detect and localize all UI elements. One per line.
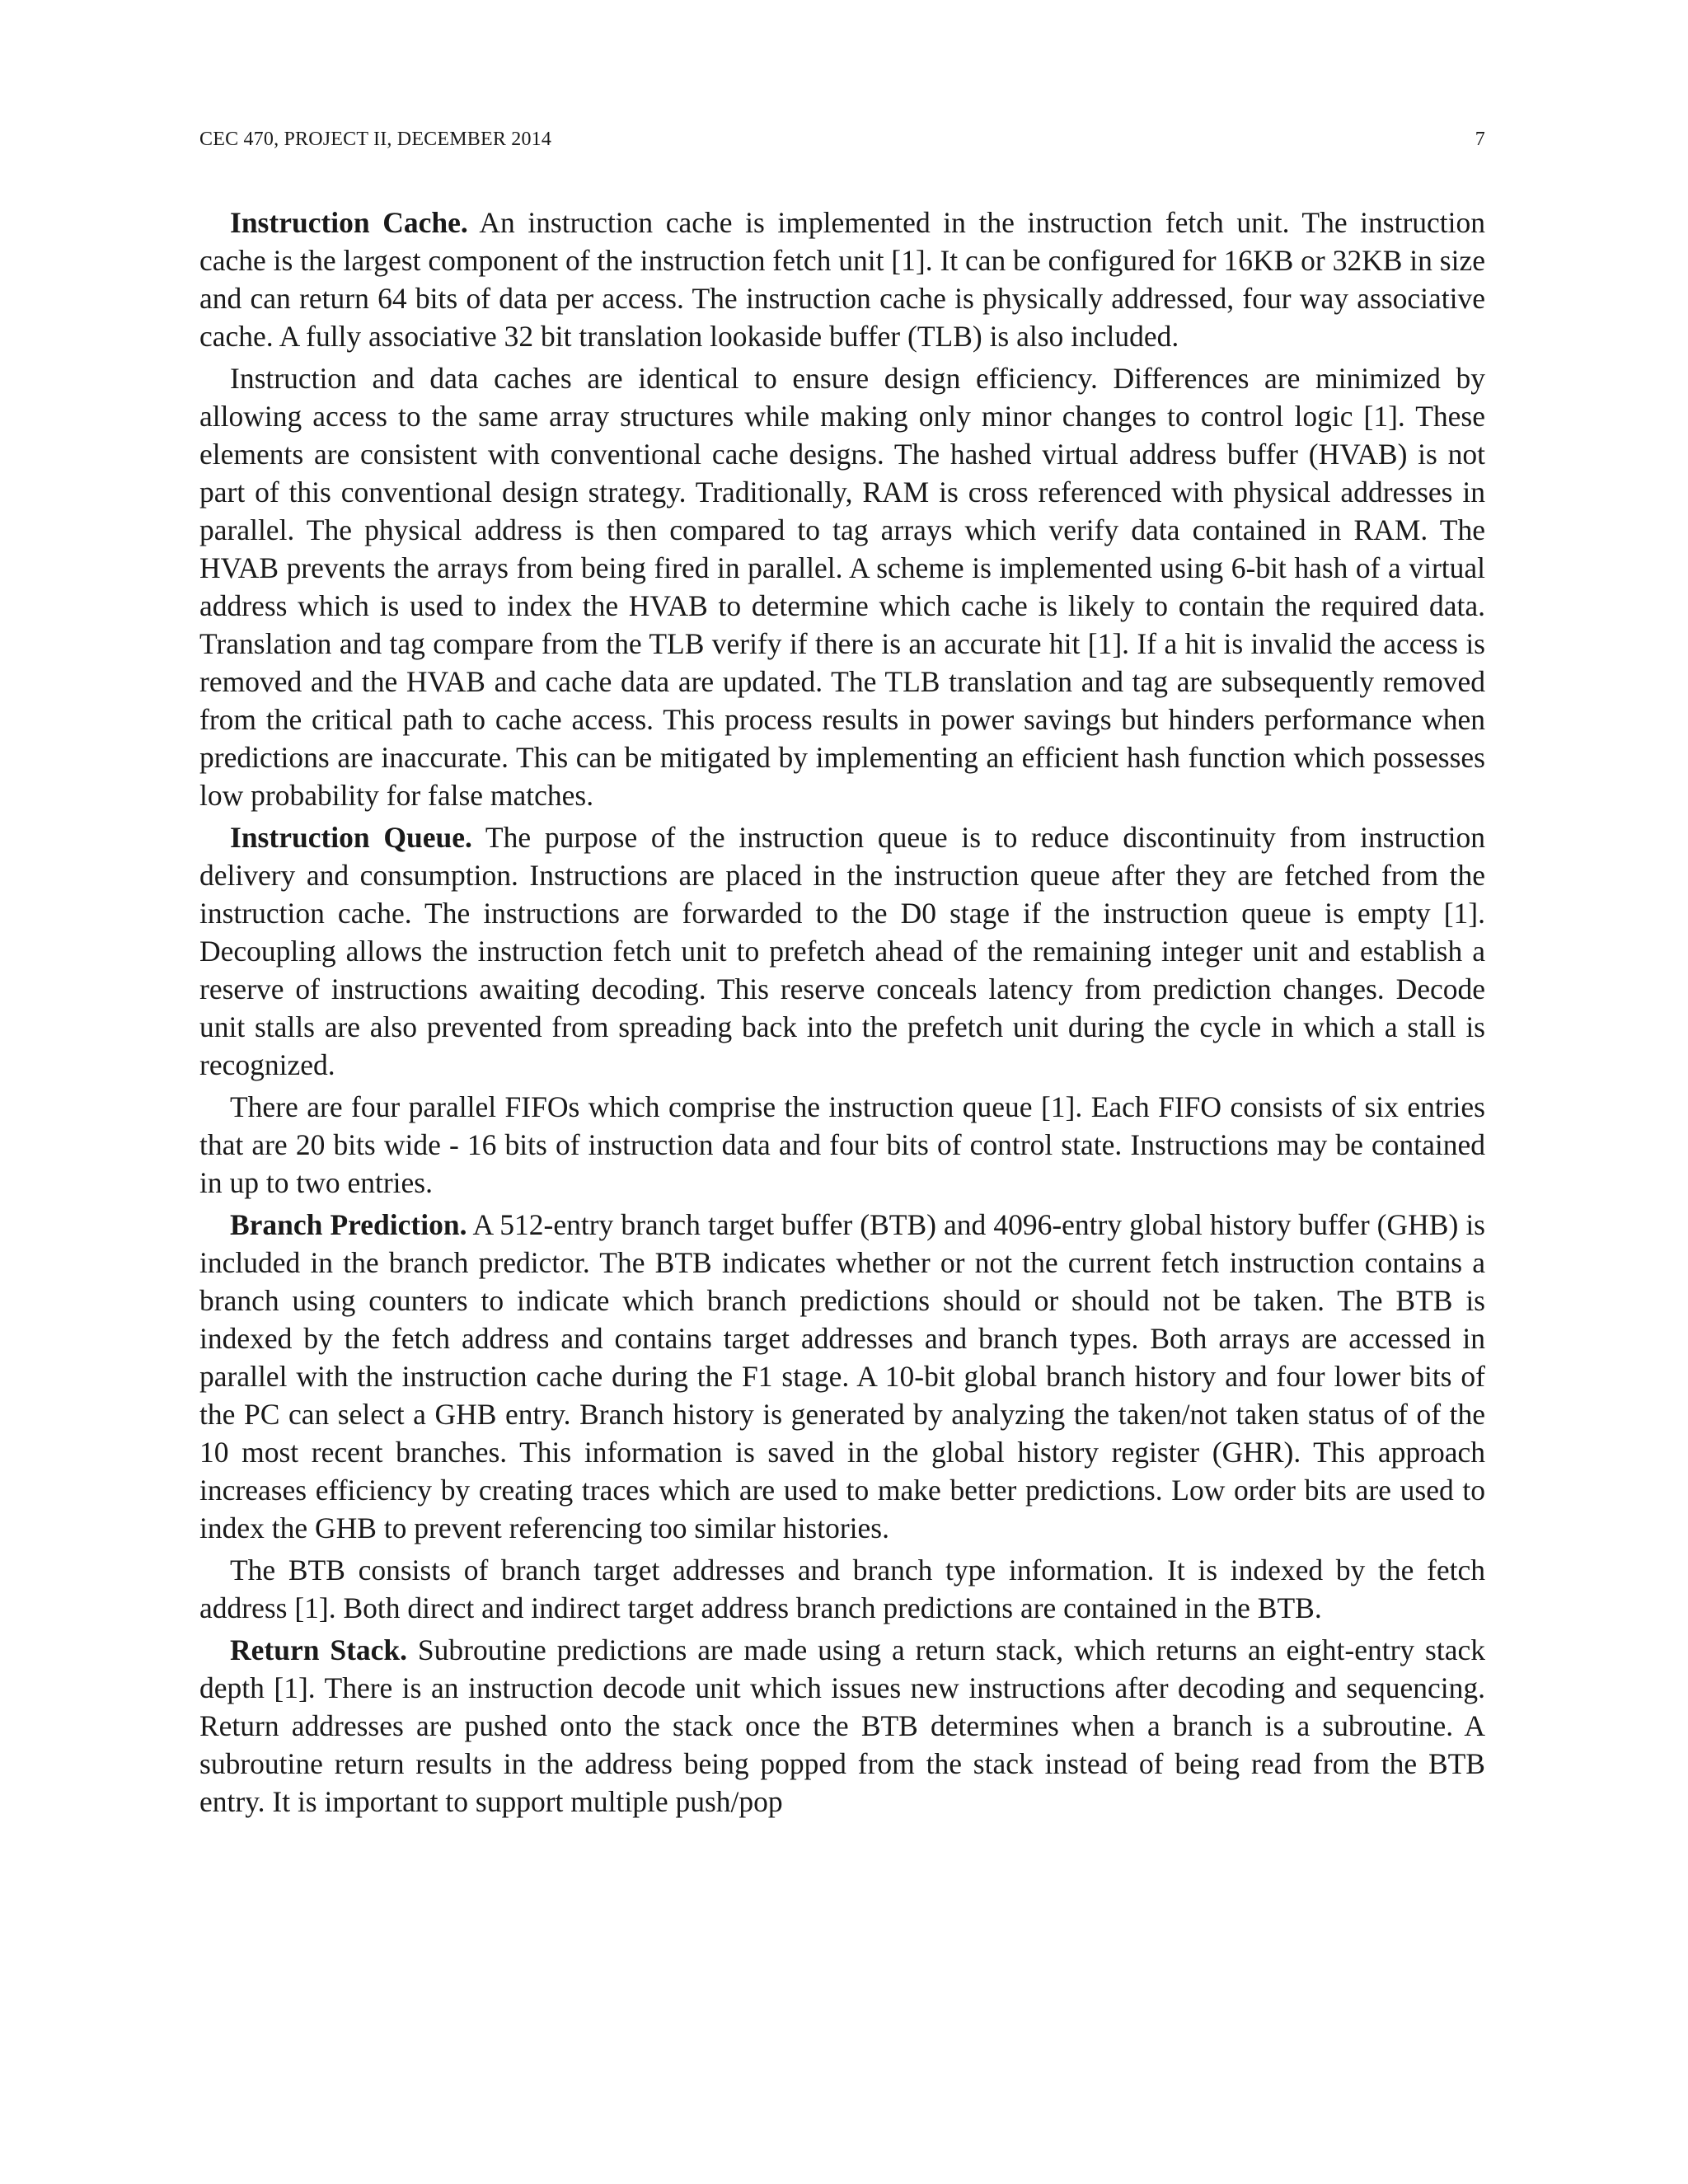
paragraph-text: The purpose of the instruction queue is to reduce discontinuity from instruction delivery and consumption. Instructions are placed in the instruction queue after they are fetched from the instruction cache. The instructions are forwarded to the D0 stage if the instruction queue is empty [1]. Decoupling allows the instruction fetch unit to prefetch ahead of the remaining integer unit and establish a reserve of instructions awaiting decoding. This reserve conceals latency from prediction changes. Decode unit stalls are also prevented from spreading back into the prefetch unit during the cycle in which a stall is recognized. [199, 821, 1486, 1081]
paragraph-text: Instruction and data caches are identical to ensure design efficiency. Differences are minimized by allowing access to the same array structures while making only minor changes to control logic [1]. These elements are consistent with conventional cache designs. The hashed virtual address buffer (HVAB) is not part of this conventional design strategy. Traditionally, RAM is cross referenced with physical addresses in parallel. The physical address is then compared to tag arrays which verify data contained in RAM. The HVAB prevents the arrays from being fired in parallel. A scheme is implemented using 6-bit hash of a virtual address which is used to index the HVAB to determine which cache is likely to contain the required data. Translation and tag compare from the TLB verify if there is an accurate hit [1]. If a hit is invalid the access is removed and the HVAB and cache data are updated. The TLB translation and tag are subsequently removed from the critical path to cache access. This process results in power savings but hinders performance when predictions are inaccurate. This can be mitigated by implementing an efficient hash function which possesses low probability for false matches. [199, 362, 1485, 812]
paragraph-text: Subroutine predictions are made using a return stack, which returns an eight-entry stack depth [1]. There is an instruction decode unit which issues new instructions after decoding and sequencing. Return addresses are pushed onto the stack once the BTB determines when a branch is a subroutine. A subroutine return results in the address being popped from the stack instead of being read from the BTB entry. It is important to support multiple push/pop [199, 1633, 1486, 1818]
paragraph-instruction-queue [199, 818, 1485, 1084]
paragraph-branch-prediction [199, 1206, 1485, 1547]
page-number: 7 [1475, 129, 1485, 150]
body-text [199, 204, 1485, 1825]
paragraph-fifos [199, 1088, 1485, 1202]
running-header [199, 126, 1485, 152]
running-title: CEC 470, PROJECT II, DECEMBER 2014 [199, 129, 552, 150]
paragraph-text: The BTB consists of branch target addresses and branch type information. It is indexed by the fetch address [1]. Both direct and indirect target address branch predictions are contained in the BTB. [199, 1554, 1485, 1624]
paragraph-heading: Instruction Cache. [230, 206, 468, 239]
paragraph-heading: Return Stack. [230, 1633, 408, 1666]
paper-page [199, 0, 1485, 2184]
paragraph-heading: Instruction Queue. [230, 821, 472, 854]
paragraph-btb [199, 1551, 1485, 1627]
paragraph-heading: Branch Prediction. [230, 1208, 467, 1241]
paragraph-cache-design [199, 359, 1485, 814]
paragraph-instruction-cache [199, 204, 1485, 355]
paragraph-return-stack [199, 1631, 1485, 1821]
paragraph-text: There are four parallel FIFOs which comprise the instruction queue [1]. Each FIFO consists of six entries that are 20 bits wide - 16 bits of instruction data and four bits of control state. Instructions may be contained in up to two entries. [199, 1090, 1485, 1199]
paragraph-text: An instruction cache is implemented in the instruction fetch unit. The instruction cache is the largest component of the instruction fetch unit [1]. It can be configured for 16KB or 32KB in size and can return 64 bits of data per access. The instruction cache is physically addressed, four way associative cache. A fully associative 32 bit translation lookaside buffer (TLB) is also included. [199, 206, 1486, 353]
paragraph-text: A 512-entry branch target buffer (BTB) and 4096-entry global history buffer (GHB) is included in the branch predictor. The BTB indicates whether or not the current fetch instruction contains a branch using counters to indicate which branch predictions should or should not be taken. The BTB is indexed by the fetch address and contains target addresses and branch types. Both arrays are accessed in parallel with the instruction cache during the F1 stage. A 10-bit global branch history and four lower bits of the PC can select a GHB entry. Branch history is generated by analyzing the taken/not taken status of of the 10 most recent branches. This information is saved in the global history register (GHR). This approach increases efficiency by creating traces which are used to make better predictions. Low order bits are used to index the GHB to prevent referencing too similar histories. [199, 1208, 1486, 1544]
